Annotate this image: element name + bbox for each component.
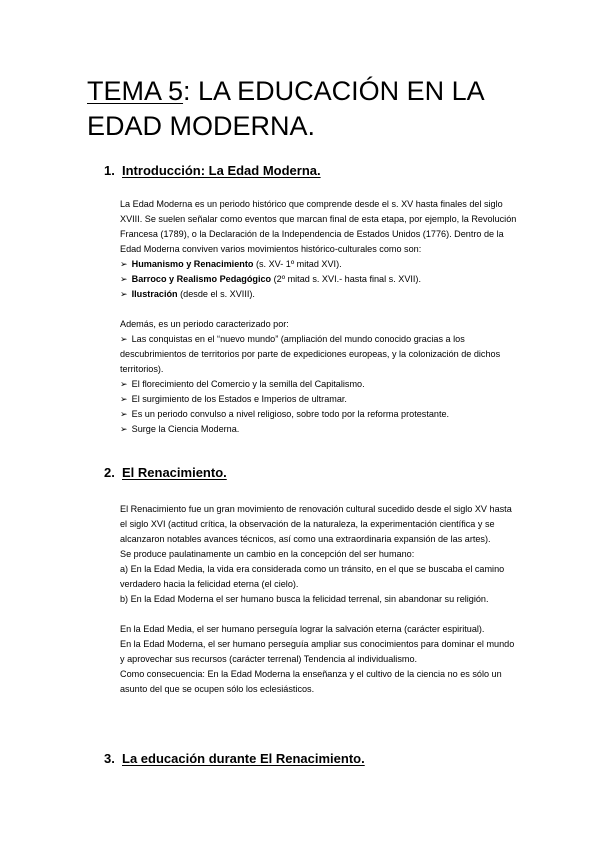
- change-paragraph: Se produce paulatinamente un cambio en la concepción del ser humano:: [120, 549, 415, 559]
- section-1-title: Introducción: La Edad Moderna.: [122, 163, 321, 178]
- title-lead: TEMA 5: [87, 76, 184, 106]
- section-3-number: 3.: [104, 751, 115, 766]
- modern-paragraph: En la Edad Moderna, el ser humano perseguía ampliar sus conocimientos para dominar el mundo y aprovechar sus recursos (carácter terrenal) Tendencia al individualismo.: [120, 639, 515, 664]
- section-1-heading: [104, 163, 321, 179]
- medieval-paragraph: En la Edad Media, el ser humano perseguía lograr la salvación eterna (carácter espiritual).: [120, 624, 485, 634]
- section-3-heading: [104, 751, 365, 767]
- section-2-number: 2.: [104, 465, 115, 480]
- section-1-number: 1.: [104, 163, 115, 178]
- trait-item: ➢ Es un periodo convulso a nivel religioso, sobre todo por la reforma protestante.: [120, 407, 520, 422]
- traits-intro: Además, es un periodo caracterizado por:: [120, 319, 289, 329]
- renaissance-paragraph: El Renacimiento fue un gran movimiento de renovación cultural sucedido desde el siglo XV hasta el siglo XVI (actitud crítica, la observación de la naturaleza, la experimentación científica y se alcanzaron notables avances técnicos, así como una extraordinaria expansión de las artes).: [120, 504, 512, 544]
- section-2-title: El Renacimiento.: [122, 465, 227, 480]
- section-3-title: La educación durante El Renacimiento.: [122, 751, 365, 766]
- section-2-body: [120, 502, 520, 697]
- movement-item: ➢ Ilustración (desde el s. XVIII).: [120, 287, 520, 302]
- section-1-body: [120, 197, 520, 437]
- point-a: a) En la Edad Media, la vida era considerada como un tránsito, en el que se buscaba el camino verdadero hacia la felicidad eterna (el cielo).: [120, 564, 505, 589]
- trait-item: ➢ El florecimiento del Comercio y la semilla del Capitalismo.: [120, 377, 520, 392]
- page-title: [87, 74, 557, 144]
- trait-item: ➢ Surge la Ciencia Moderna.: [120, 422, 520, 437]
- title-rest: : LA EDUCACIÓN EN LA EDAD MODERNA.: [87, 76, 484, 141]
- point-b: b) En la Edad Moderna el ser humano busca la felicidad terrenal, sin abandonar su religión.: [120, 594, 489, 604]
- intro-paragraph: La Edad Moderna es un periodo histórico que comprende desde el s. XV hasta finales del siglo XVIII. Se suelen señalar como eventos que marcan final de esta etapa, por ejemplo, la Revolución Francesa (1789), o la Declaración de la Independencia de Estados Unidos (1776). Dentro de la Edad Moderna conviven varios movimientos histórico-culturales como son:: [120, 199, 517, 254]
- movement-item: ➢ Humanismo y Renacimiento (s. XV- 1º mitad XVI).: [120, 257, 520, 272]
- trait-item: ➢ El surgimiento de los Estados e Imperios de ultramar.: [120, 392, 520, 407]
- movement-item: ➢ Barroco y Realismo Pedagógico (2º mitad s. XVI.- hasta final s. XVII).: [120, 272, 520, 287]
- trait-item: ➢ Las conquistas en el “nuevo mundo” (ampliación del mundo conocido gracias a los descubrimientos de territorios por parte de expediciones europeas, y la colonización de dichos territorios).: [120, 332, 520, 377]
- consequence-paragraph: Como consecuencia: En la Edad Moderna la enseñanza y el cultivo de la ciencia no es sólo un asunto del que se ocupen sólo los eclesiásticos.: [120, 669, 502, 694]
- section-2-heading: [104, 465, 227, 481]
